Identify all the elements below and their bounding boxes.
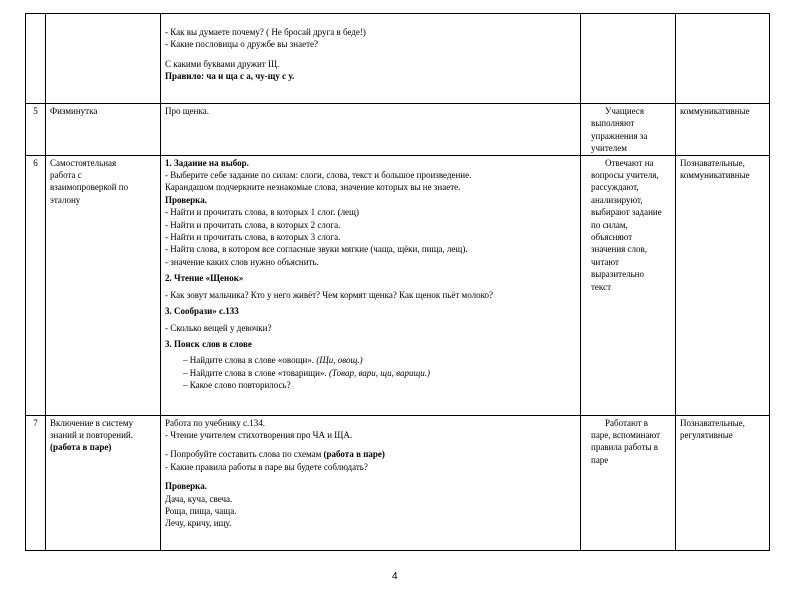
content-line: – Какое слово повторилось? bbox=[183, 380, 291, 391]
content-line: - Сколько вещей у девочки? bbox=[165, 322, 272, 333]
task-title: 2. Чтение «Щенок» bbox=[165, 273, 244, 284]
uud-line: коммуникативные bbox=[680, 170, 750, 181]
pair-note: (работа в паре) bbox=[323, 449, 385, 460]
table-row-5 bbox=[26, 104, 770, 156]
page-number: 4 bbox=[392, 571, 398, 582]
activity-line: читают bbox=[591, 256, 619, 267]
activity-line: упражнения за bbox=[591, 130, 648, 141]
word-line: Дача, куча, свеча. bbox=[165, 493, 233, 504]
stage-line: Самостоятельная bbox=[50, 157, 117, 168]
activity-line: паре bbox=[591, 454, 609, 465]
prompt-text: – Найдите слова в слове «товарищи». bbox=[183, 367, 329, 378]
uud-line: Познавательные, bbox=[680, 417, 745, 428]
activity-cell bbox=[581, 155, 676, 415]
stage-line: (работа в паре) bbox=[50, 442, 112, 453]
stage-line: эталону bbox=[50, 194, 81, 205]
stage-cell bbox=[46, 14, 161, 104]
stage-line: взаимопроверкой по bbox=[50, 182, 129, 193]
table-row-7 bbox=[26, 415, 770, 550]
activity-line: объясняют bbox=[591, 232, 633, 243]
word-line: Лечу, кричу, ищу. bbox=[165, 518, 232, 529]
activity-line: Учащиеся bbox=[605, 106, 644, 116]
task-title: 1. Задание на выбор. bbox=[165, 157, 249, 168]
activity-line: Работают в bbox=[605, 417, 649, 428]
rule-line: Правило: ча и ща с а, чу-щу с у. bbox=[165, 71, 295, 82]
answer-text: (Щи, овощ.) bbox=[316, 355, 363, 366]
content-cell bbox=[161, 415, 581, 550]
uud-cell: коммуникативные bbox=[676, 104, 770, 156]
check-title: Проверка. bbox=[165, 481, 207, 492]
table-row-continuation bbox=[26, 14, 770, 104]
activity-line: Отвечают на bbox=[605, 157, 654, 168]
content-line: С какими буквами дружит Щ. bbox=[165, 58, 280, 69]
activity-line: вопросы учителя, bbox=[591, 170, 659, 181]
stage-line: знаний и повторений. bbox=[50, 430, 133, 441]
task-title: 3. Сообрази» с.133 bbox=[165, 306, 239, 317]
content-line: - Выберите себе задание по силам: слоги, слова, текст и большое произведение. bbox=[165, 170, 472, 181]
activity-line: выбирают задание bbox=[591, 207, 662, 218]
lesson-plan-table bbox=[25, 13, 770, 551]
content-line: - Найти и прочитать слова, в которых 1 слог. (лещ) bbox=[165, 207, 359, 218]
task-title: 3. Поиск слов в слове bbox=[165, 338, 252, 349]
row-number-cell: 7 bbox=[26, 415, 46, 550]
activity-cell bbox=[581, 104, 676, 156]
content-line: - Какие пословицы о дружбе вы знаете? bbox=[165, 39, 318, 50]
activity-line: анализируют, bbox=[591, 194, 643, 205]
uud-cell bbox=[676, 155, 770, 415]
uud-line: регулятивные bbox=[680, 430, 733, 441]
content-line: - Какие правила работы в паре вы будете соблюдать? bbox=[165, 461, 368, 472]
activity-line: учителем bbox=[591, 143, 627, 154]
stage-cell: Физминутка bbox=[46, 104, 161, 156]
content-cell: Про щенка. bbox=[161, 104, 581, 156]
content-line bbox=[165, 448, 576, 460]
content-cell bbox=[161, 155, 581, 415]
content-line: - Как вы думаете почему? ( Не бросай друга в беде!) bbox=[165, 27, 366, 37]
content-line: - Найти и прочитать слова, в которых 3 слога. bbox=[165, 232, 341, 243]
content-line bbox=[165, 367, 576, 379]
uud-cell bbox=[676, 14, 770, 104]
stage-cell bbox=[46, 415, 161, 550]
check-title: Проверка. bbox=[165, 194, 207, 205]
stage-line: Включение в систему bbox=[50, 417, 134, 428]
prompt-text: – Найдите слова в слове «овощи». bbox=[183, 355, 317, 366]
content-line bbox=[165, 354, 576, 366]
activity-line: правила работы в bbox=[591, 442, 659, 453]
stage-line: работа с bbox=[50, 170, 82, 181]
prompt-text: - Попробуйте составить слова по схемам bbox=[165, 449, 324, 460]
activity-cell bbox=[581, 415, 676, 550]
activity-line: значения слов, bbox=[591, 244, 648, 255]
content-line: Карандашом подчеркните незнакомые слова, значение которых вы не знаете. bbox=[165, 182, 461, 193]
uud-cell bbox=[676, 415, 770, 550]
content-line: - Найти слова, в котором все согласные звуки мягкие (чаща, щёки, пища, лещ). bbox=[165, 244, 468, 255]
activity-line: по силам, bbox=[591, 219, 628, 230]
activity-line: текст bbox=[591, 281, 612, 292]
activity-line: выполняют bbox=[591, 118, 635, 129]
row-number-cell: 5 bbox=[26, 104, 46, 156]
content-line: - Чтение учителем стихотворения про ЧА и ЩА. bbox=[165, 430, 353, 441]
activity-cell bbox=[581, 14, 676, 104]
activity-line: паре, вспоминают bbox=[591, 430, 661, 441]
row-number-cell bbox=[26, 14, 46, 104]
activity-line: рассуждают, bbox=[591, 182, 639, 193]
activity-line: выразительно bbox=[591, 269, 645, 280]
answer-text: (Товар, вари, щи, варищи.) bbox=[328, 367, 430, 378]
content-line: - значение каких слов нужно объяснить. bbox=[165, 256, 319, 267]
stage-cell bbox=[46, 155, 161, 415]
content-line: - Как зовут мальчика? Кто у него живёт? Чем кормят щенка? Как щенок пьёт молоко? bbox=[165, 289, 494, 300]
row-number-cell: 6 bbox=[26, 155, 46, 415]
uud-line: Познавательные, bbox=[680, 157, 745, 168]
word-line: Роща, пища, чаща. bbox=[165, 506, 237, 517]
content-line: - Найти и прочитать слова, в которых 2 слога. bbox=[165, 219, 341, 230]
content-cell bbox=[161, 14, 581, 104]
content-line: Работа по учебнику с.134. bbox=[165, 417, 266, 428]
table-row-6 bbox=[26, 155, 770, 415]
